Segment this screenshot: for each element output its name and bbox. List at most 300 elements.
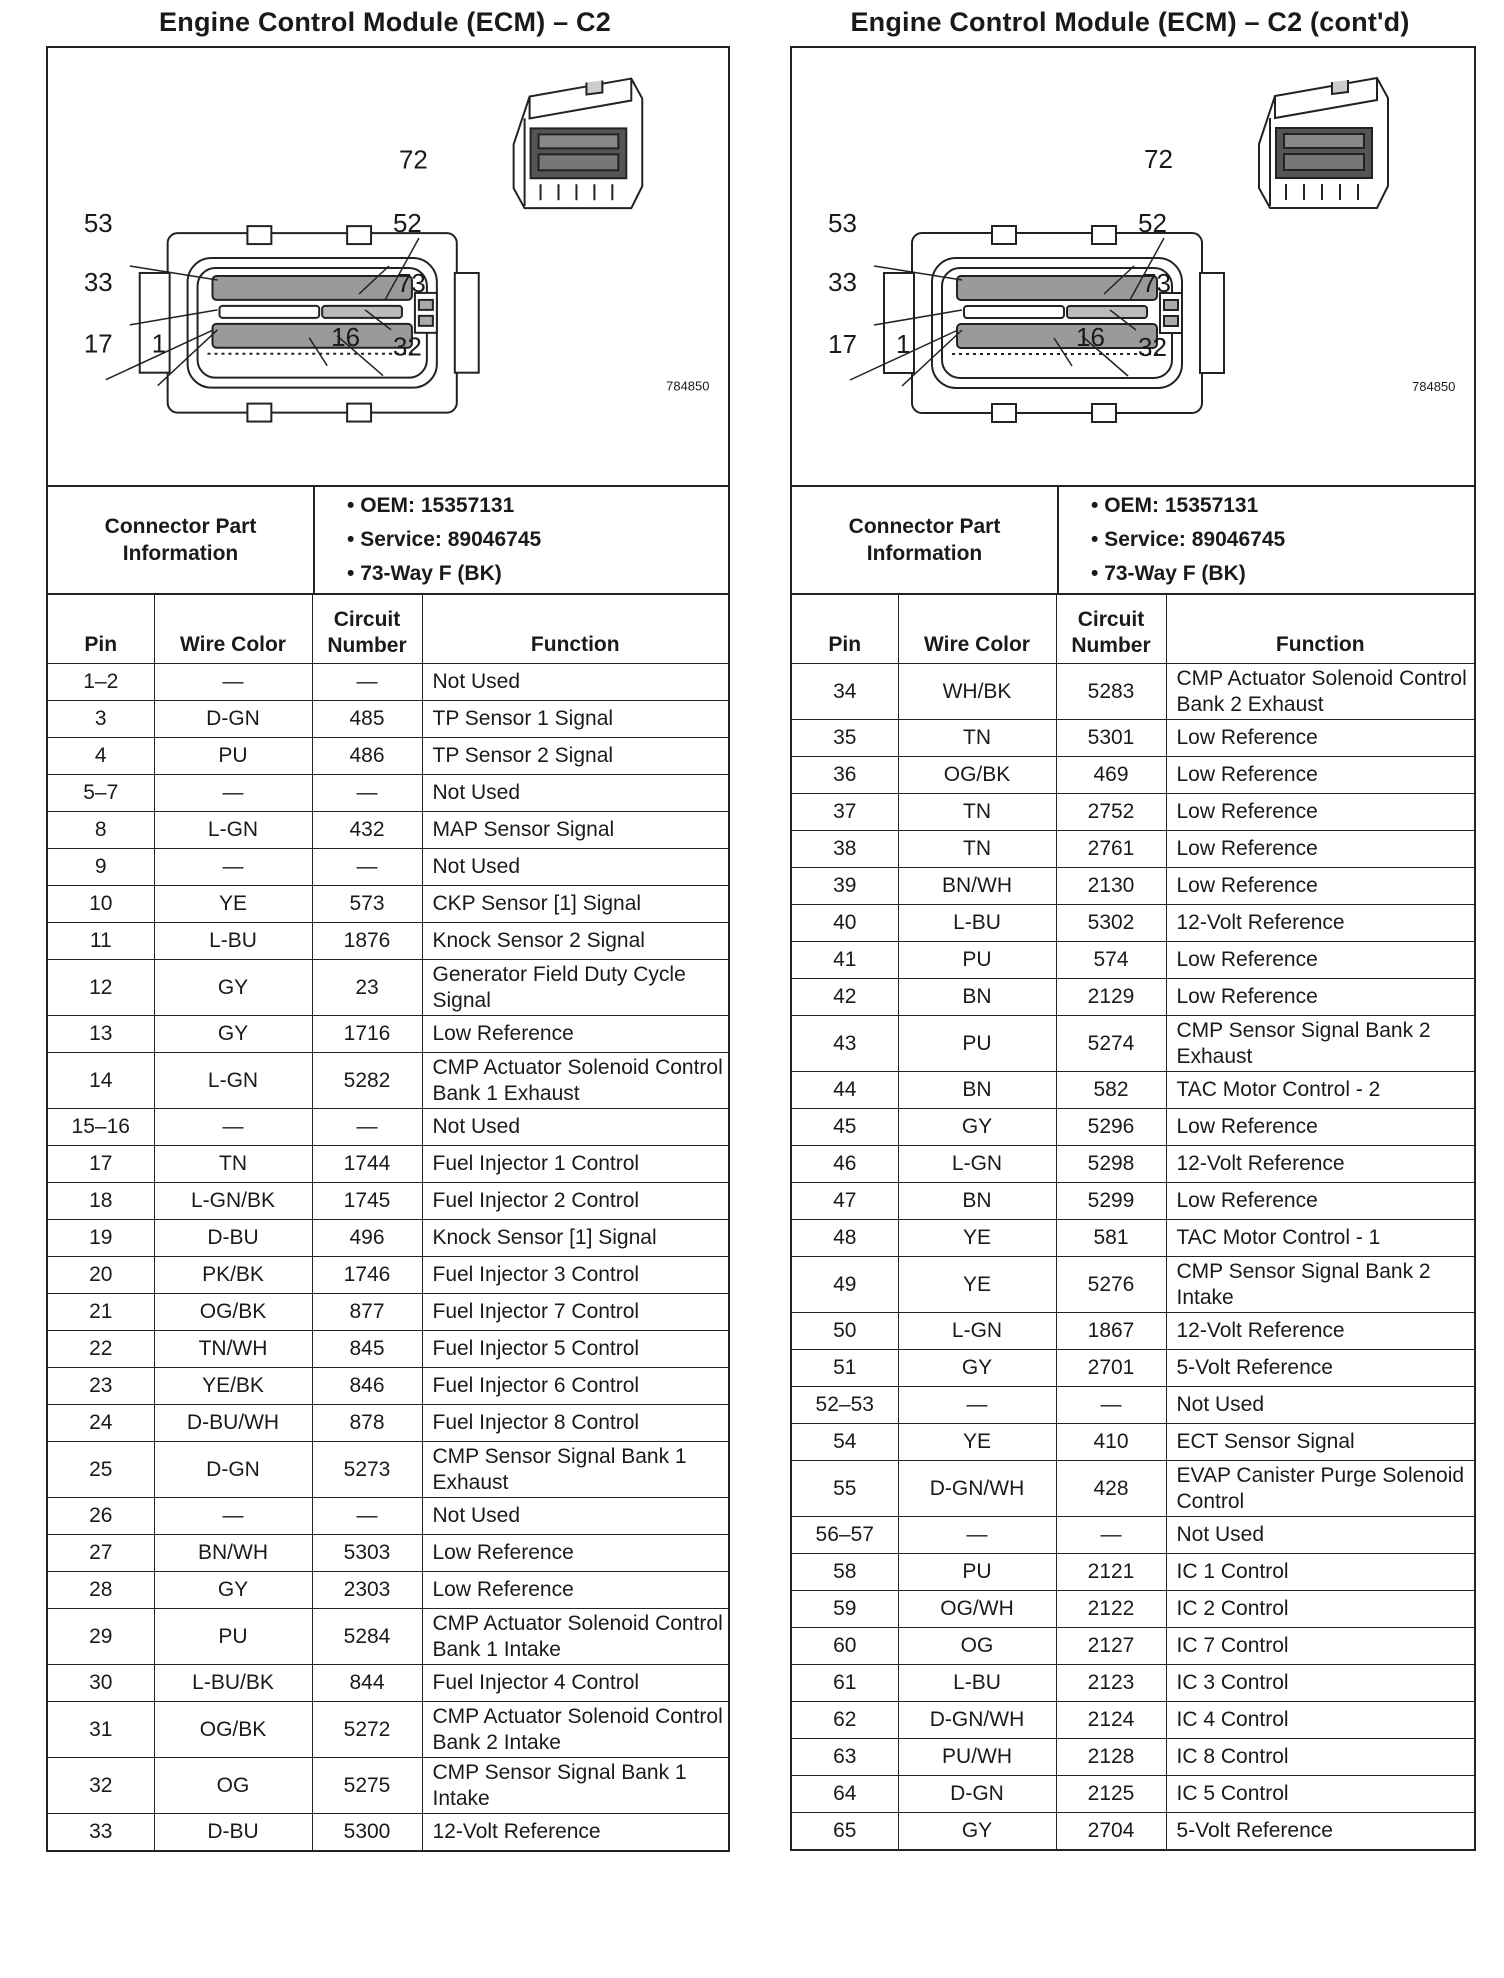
connector-info-label: Connector Part Information xyxy=(48,487,315,593)
pin-cell: 34 xyxy=(792,664,898,720)
function-cell: Not Used xyxy=(422,664,728,701)
table-row xyxy=(792,1109,1474,1146)
function-cell: 12-Volt Reference xyxy=(422,1814,728,1851)
pin-cell: 62 xyxy=(792,1702,898,1739)
circuit-number-cell: 2752 xyxy=(1056,794,1166,831)
table-row xyxy=(48,775,728,812)
table-row xyxy=(792,1813,1474,1850)
function-cell: Low Reference xyxy=(1166,757,1474,794)
function-cell: Not Used xyxy=(422,1109,728,1146)
function-cell: MAP Sensor Signal xyxy=(422,812,728,849)
wire-color-cell: — xyxy=(154,775,312,812)
pin-cell: 9 xyxy=(48,849,154,886)
callout-32: 32 xyxy=(392,333,422,362)
pin-cell: 38 xyxy=(792,831,898,868)
column-header-circuit-number: Circuit Number xyxy=(1056,595,1166,664)
circuit-number-cell: 486 xyxy=(312,738,422,775)
circuit-number-cell: 844 xyxy=(312,1665,422,1702)
pinout-table xyxy=(792,595,1474,1849)
table-row xyxy=(48,1368,728,1405)
wire-color-cell: BN/WH xyxy=(898,868,1056,905)
table-row xyxy=(792,1517,1474,1554)
pin-cell: 52–53 xyxy=(792,1387,898,1424)
circuit-number-cell: — xyxy=(312,1498,422,1535)
wire-color-cell: OG xyxy=(154,1758,312,1814)
wire-color-cell: D-GN xyxy=(154,701,312,738)
wire-color-cell: L-GN/BK xyxy=(154,1183,312,1220)
pin-cell: 35 xyxy=(792,720,898,757)
wire-color-cell: L-BU xyxy=(898,1665,1056,1702)
wire-color-cell: YE xyxy=(898,1424,1056,1461)
pinout-table xyxy=(48,595,728,1850)
circuit-number-cell: 582 xyxy=(1056,1072,1166,1109)
function-cell: Not Used xyxy=(422,775,728,812)
callout-53: 53 xyxy=(828,208,857,238)
circuit-number-cell: 5296 xyxy=(1056,1109,1166,1146)
callout-16: 16 xyxy=(331,323,360,352)
connector-type: • 73-Way F (BK) xyxy=(1091,557,1474,591)
connector-type: • 73-Way F (BK) xyxy=(347,557,728,591)
function-cell: Not Used xyxy=(422,849,728,886)
pin-cell: 26 xyxy=(48,1498,154,1535)
callout-73: 73 xyxy=(1142,268,1171,298)
pin-cell: 15–16 xyxy=(48,1109,154,1146)
figure-number: 784850 xyxy=(1412,379,1456,394)
function-cell: Fuel Injector 4 Control xyxy=(422,1665,728,1702)
table-row xyxy=(792,794,1474,831)
wire-color-cell: PU xyxy=(154,1609,312,1665)
circuit-number-cell: 2127 xyxy=(1056,1628,1166,1665)
circuit-number-cell: 878 xyxy=(312,1405,422,1442)
function-cell: Knock Sensor [1] Signal xyxy=(422,1220,728,1257)
circuit-number-cell: 846 xyxy=(312,1368,422,1405)
connector-info-label: Connector Part Information xyxy=(792,487,1059,593)
circuit-number-cell: 2701 xyxy=(1056,1350,1166,1387)
figure-number: 784850 xyxy=(666,378,710,394)
table-row xyxy=(48,1146,728,1183)
circuit-number-cell: 1716 xyxy=(312,1016,422,1053)
pin-cell: 29 xyxy=(48,1609,154,1665)
circuit-number-cell: 485 xyxy=(312,701,422,738)
table-row xyxy=(48,738,728,775)
wire-color-cell: D-GN xyxy=(898,1776,1056,1813)
callout-33: 33 xyxy=(828,267,857,297)
wire-color-cell: L-BU xyxy=(154,923,312,960)
circuit-number-cell: 23 xyxy=(312,960,422,1016)
pin-cell: 31 xyxy=(48,1702,154,1758)
circuit-number-cell: 2128 xyxy=(1056,1739,1166,1776)
table-row xyxy=(48,1535,728,1572)
column-header-wire-color: Wire Color xyxy=(154,595,312,664)
table-row xyxy=(792,1016,1474,1072)
function-cell: IC 1 Control xyxy=(1166,1554,1474,1591)
circuit-number-cell: — xyxy=(312,664,422,701)
table-row xyxy=(792,1702,1474,1739)
circuit-number-cell: 573 xyxy=(312,886,422,923)
circuit-number-cell: 1876 xyxy=(312,923,422,960)
circuit-number-cell: 496 xyxy=(312,1220,422,1257)
callout-33: 33 xyxy=(83,268,113,297)
pin-cell: 33 xyxy=(48,1814,154,1851)
column-header-function: Function xyxy=(422,595,728,664)
wire-color-cell: OG/BK xyxy=(154,1702,312,1758)
pin-cell: 48 xyxy=(792,1220,898,1257)
connector-info xyxy=(792,487,1474,595)
circuit-number-cell: 2123 xyxy=(1056,1665,1166,1702)
function-cell: IC 5 Control xyxy=(1166,1776,1474,1813)
circuit-number-cell: 410 xyxy=(1056,1424,1166,1461)
function-cell: CMP Actuator Solenoid Control Bank 1 Intake xyxy=(422,1609,728,1665)
wire-color-cell: OG/BK xyxy=(154,1294,312,1331)
circuit-number-cell: 2124 xyxy=(1056,1702,1166,1739)
callout-1: 1 xyxy=(151,330,167,359)
table-row xyxy=(792,1424,1474,1461)
table-row xyxy=(48,1572,728,1609)
pin-cell: 4 xyxy=(48,738,154,775)
wire-color-cell: BN/WH xyxy=(154,1535,312,1572)
wire-color-cell: YE xyxy=(898,1220,1056,1257)
table-row xyxy=(48,923,728,960)
circuit-number-cell: — xyxy=(312,849,422,886)
wire-color-cell: TN xyxy=(898,831,1056,868)
pin-cell: 19 xyxy=(48,1220,154,1257)
table-row xyxy=(48,1294,728,1331)
wire-color-cell: — xyxy=(154,849,312,886)
table-row xyxy=(48,849,728,886)
connector-frame xyxy=(46,46,730,1852)
circuit-number-cell: 574 xyxy=(1056,942,1166,979)
wire-color-cell: PU xyxy=(898,1016,1056,1072)
circuit-number-cell: 5272 xyxy=(312,1702,422,1758)
wire-color-cell: — xyxy=(898,1517,1056,1554)
function-cell: Fuel Injector 1 Control xyxy=(422,1146,728,1183)
oem-part-number: • OEM: 15357131 xyxy=(347,489,728,523)
circuit-number-cell: 2130 xyxy=(1056,868,1166,905)
circuit-number-cell: — xyxy=(1056,1517,1166,1554)
circuit-number-cell: 5284 xyxy=(312,1609,422,1665)
circuit-number-cell: 432 xyxy=(312,812,422,849)
pin-cell: 18 xyxy=(48,1183,154,1220)
wire-color-cell: PK/BK xyxy=(154,1257,312,1294)
function-cell: Generator Field Duty Cycle Signal xyxy=(422,960,728,1016)
wire-color-cell: D-GN/WH xyxy=(898,1702,1056,1739)
circuit-number-cell: 2303 xyxy=(312,1572,422,1609)
wire-color-cell: — xyxy=(154,664,312,701)
wire-color-cell: OG xyxy=(898,1628,1056,1665)
pin-cell: 5–7 xyxy=(48,775,154,812)
table-row xyxy=(48,1331,728,1368)
wire-color-cell: L-BU/BK xyxy=(154,1665,312,1702)
table-row xyxy=(48,1016,728,1053)
pin-cell: 17 xyxy=(48,1146,154,1183)
pin-cell: 21 xyxy=(48,1294,154,1331)
circuit-number-cell: 2125 xyxy=(1056,1776,1166,1813)
column-header-wire-color: Wire Color xyxy=(898,595,1056,664)
function-cell: CMP Sensor Signal Bank 2 Intake xyxy=(1166,1257,1474,1313)
callout-53: 53 xyxy=(83,210,113,239)
circuit-number-cell: 5274 xyxy=(1056,1016,1166,1072)
wire-color-cell: D-GN xyxy=(154,1442,312,1498)
wire-color-cell: GY xyxy=(154,960,312,1016)
pin-cell: 64 xyxy=(792,1776,898,1813)
wire-color-cell: YE xyxy=(154,886,312,923)
function-cell: Fuel Injector 5 Control xyxy=(422,1331,728,1368)
table-row xyxy=(48,960,728,1016)
callout-17: 17 xyxy=(83,330,113,359)
connector-info xyxy=(48,487,728,595)
function-cell: Low Reference xyxy=(1166,794,1474,831)
pin-cell: 24 xyxy=(48,1405,154,1442)
circuit-number-cell: 1867 xyxy=(1056,1313,1166,1350)
function-cell: CMP Sensor Signal Bank 1 Exhaust xyxy=(422,1442,728,1498)
connector-info-list xyxy=(1059,487,1474,593)
table-row xyxy=(48,1257,728,1294)
table-row xyxy=(792,757,1474,794)
wire-color-cell: PU xyxy=(898,942,1056,979)
pin-cell: 12 xyxy=(48,960,154,1016)
wire-color-cell: — xyxy=(154,1498,312,1535)
table-row xyxy=(48,1053,728,1109)
pin-cell: 55 xyxy=(792,1461,898,1517)
function-cell: IC 3 Control xyxy=(1166,1665,1474,1702)
pin-cell: 11 xyxy=(48,923,154,960)
pin-cell: 10 xyxy=(48,886,154,923)
wire-color-cell: BN xyxy=(898,1072,1056,1109)
circuit-number-cell: 581 xyxy=(1056,1220,1166,1257)
function-cell: TP Sensor 2 Signal xyxy=(422,738,728,775)
wire-color-cell: L-GN xyxy=(154,1053,312,1109)
function-cell: 5-Volt Reference xyxy=(1166,1350,1474,1387)
table-row xyxy=(792,905,1474,942)
function-cell: CMP Actuator Solenoid Control Bank 1 Exhaust xyxy=(422,1053,728,1109)
circuit-number-cell: 428 xyxy=(1056,1461,1166,1517)
table-row xyxy=(792,1350,1474,1387)
circuit-number-cell: 5300 xyxy=(312,1814,422,1851)
table-row xyxy=(792,1072,1474,1109)
function-cell: Fuel Injector 2 Control xyxy=(422,1183,728,1220)
circuit-number-cell: 5299 xyxy=(1056,1183,1166,1220)
circuit-number-cell: 2121 xyxy=(1056,1554,1166,1591)
circuit-number-cell: 5283 xyxy=(1056,664,1166,720)
function-cell: Low Reference xyxy=(1166,979,1474,1016)
callout-52: 52 xyxy=(1138,208,1167,238)
table-row xyxy=(792,1387,1474,1424)
column-header-function: Function xyxy=(1166,595,1474,664)
wire-color-cell: TN xyxy=(154,1146,312,1183)
function-cell: Fuel Injector 3 Control xyxy=(422,1257,728,1294)
table-row xyxy=(792,868,1474,905)
connector-face-illustration xyxy=(884,226,1224,422)
table-row xyxy=(48,1814,728,1851)
callout-72: 72 xyxy=(1144,144,1173,174)
column-header-circuit-number: Circuit Number xyxy=(312,595,422,664)
diagram-area xyxy=(48,48,728,487)
wire-color-cell: L-GN xyxy=(154,812,312,849)
right-panel xyxy=(784,0,1476,1842)
wire-color-cell: PU xyxy=(154,738,312,775)
circuit-number-cell: 2129 xyxy=(1056,979,1166,1016)
connector-info-list xyxy=(315,487,728,593)
callout-73: 73 xyxy=(396,269,426,298)
function-cell: Knock Sensor 2 Signal xyxy=(422,923,728,960)
table-row xyxy=(792,1628,1474,1665)
wire-color-cell: WH/BK xyxy=(898,664,1056,720)
circuit-number-cell: — xyxy=(1056,1387,1166,1424)
connector-diagram xyxy=(792,48,1474,485)
function-cell: IC 2 Control xyxy=(1166,1591,1474,1628)
table-row xyxy=(48,1665,728,1702)
wire-color-cell: BN xyxy=(898,979,1056,1016)
function-cell: CMP Sensor Signal Bank 1 Intake xyxy=(422,1758,728,1814)
column-header-pin: Pin xyxy=(792,595,898,664)
table-row xyxy=(792,1146,1474,1183)
function-cell: TAC Motor Control - 2 xyxy=(1166,1072,1474,1109)
wire-color-cell: YE/BK xyxy=(154,1368,312,1405)
function-cell: Low Reference xyxy=(422,1572,728,1609)
table-row xyxy=(792,1776,1474,1813)
pin-cell: 28 xyxy=(48,1572,154,1609)
pin-cell: 65 xyxy=(792,1813,898,1850)
table-row xyxy=(792,1257,1474,1313)
wire-color-cell: YE xyxy=(898,1257,1056,1313)
pin-cell: 63 xyxy=(792,1739,898,1776)
table-row xyxy=(792,1461,1474,1517)
function-cell: EVAP Canister Purge Solenoid Control xyxy=(1166,1461,1474,1517)
circuit-number-cell: 1746 xyxy=(312,1257,422,1294)
function-cell: Low Reference xyxy=(422,1535,728,1572)
callout-1: 1 xyxy=(896,329,911,359)
pin-cell: 22 xyxy=(48,1331,154,1368)
wire-color-cell: OG/WH xyxy=(898,1591,1056,1628)
circuit-number-cell: 5273 xyxy=(312,1442,422,1498)
pin-cell: 56–57 xyxy=(792,1517,898,1554)
table-row xyxy=(792,1554,1474,1591)
callout-17: 17 xyxy=(828,329,857,359)
service-part-number: • Service: 89046745 xyxy=(1091,523,1474,557)
pin-cell: 42 xyxy=(792,979,898,1016)
function-cell: 12-Volt Reference xyxy=(1166,905,1474,942)
connector-face-illustration xyxy=(140,226,479,421)
table-row xyxy=(48,664,728,701)
pin-cell: 61 xyxy=(792,1665,898,1702)
connector-frame xyxy=(790,46,1476,1851)
table-row xyxy=(792,1220,1474,1257)
pin-cell: 25 xyxy=(48,1442,154,1498)
connector-perspective-illustration xyxy=(514,79,643,209)
pin-cell: 3 xyxy=(48,701,154,738)
wire-color-cell: L-BU xyxy=(898,905,1056,942)
pin-cell: 59 xyxy=(792,1591,898,1628)
pin-cell: 45 xyxy=(792,1109,898,1146)
pin-cell: 30 xyxy=(48,1665,154,1702)
wire-color-cell: — xyxy=(898,1387,1056,1424)
table-row xyxy=(792,664,1474,720)
wire-color-cell: D-BU xyxy=(154,1220,312,1257)
pin-cell: 47 xyxy=(792,1183,898,1220)
function-cell: TP Sensor 1 Signal xyxy=(422,701,728,738)
table-row xyxy=(792,831,1474,868)
function-cell: Low Reference xyxy=(422,1016,728,1053)
function-cell: Fuel Injector 6 Control xyxy=(422,1368,728,1405)
function-cell: 5-Volt Reference xyxy=(1166,1813,1474,1850)
table-row xyxy=(792,720,1474,757)
function-cell: IC 8 Control xyxy=(1166,1739,1474,1776)
function-cell: CKP Sensor [1] Signal xyxy=(422,886,728,923)
table-row xyxy=(48,1702,728,1758)
function-cell: ECT Sensor Signal xyxy=(1166,1424,1474,1461)
circuit-number-cell: 5303 xyxy=(312,1535,422,1572)
function-cell: Not Used xyxy=(1166,1517,1474,1554)
wire-color-cell: PU/WH xyxy=(898,1739,1056,1776)
pin-cell: 13 xyxy=(48,1016,154,1053)
callout-16: 16 xyxy=(1076,322,1105,352)
circuit-number-cell: 845 xyxy=(312,1331,422,1368)
function-cell: Low Reference xyxy=(1166,720,1474,757)
wire-color-cell: D-GN/WH xyxy=(898,1461,1056,1517)
table-row xyxy=(48,1220,728,1257)
circuit-number-cell: 2122 xyxy=(1056,1591,1166,1628)
table-row xyxy=(792,942,1474,979)
oem-part-number: • OEM: 15357131 xyxy=(1091,489,1474,523)
pin-cell: 39 xyxy=(792,868,898,905)
wire-color-cell: L-GN xyxy=(898,1313,1056,1350)
wire-color-cell: L-GN xyxy=(898,1146,1056,1183)
connector-perspective-illustration xyxy=(1259,78,1388,208)
table-row xyxy=(792,1313,1474,1350)
wire-color-cell: D-BU xyxy=(154,1814,312,1851)
wire-color-cell: GY xyxy=(154,1572,312,1609)
service-part-number: • Service: 89046745 xyxy=(347,523,728,557)
wire-color-cell: GY xyxy=(898,1350,1056,1387)
function-cell: CMP Sensor Signal Bank 2 Exhaust xyxy=(1166,1016,1474,1072)
pin-cell: 8 xyxy=(48,812,154,849)
column-header-pin: Pin xyxy=(48,595,154,664)
circuit-number-cell: 5298 xyxy=(1056,1146,1166,1183)
pin-cell: 14 xyxy=(48,1053,154,1109)
pin-cell: 41 xyxy=(792,942,898,979)
table-row xyxy=(792,1665,1474,1702)
circuit-number-cell: 2704 xyxy=(1056,1813,1166,1850)
circuit-number-cell: 877 xyxy=(312,1294,422,1331)
circuit-number-cell: 1745 xyxy=(312,1183,422,1220)
pin-cell: 50 xyxy=(792,1313,898,1350)
table-row xyxy=(48,1442,728,1498)
function-cell: Low Reference xyxy=(1166,1109,1474,1146)
circuit-number-cell: 5275 xyxy=(312,1758,422,1814)
function-cell: Low Reference xyxy=(1166,868,1474,905)
pin-cell: 37 xyxy=(792,794,898,831)
pin-cell: 32 xyxy=(48,1758,154,1814)
pin-cell: 46 xyxy=(792,1146,898,1183)
pin-cell: 40 xyxy=(792,905,898,942)
table-row xyxy=(48,886,728,923)
callout-32: 32 xyxy=(1138,332,1167,362)
pin-cell: 51 xyxy=(792,1350,898,1387)
callout-52: 52 xyxy=(392,210,422,239)
wire-color-cell: GY xyxy=(898,1109,1056,1146)
table-row xyxy=(48,1498,728,1535)
pin-cell: 27 xyxy=(48,1535,154,1572)
panel-title: Engine Control Module (ECM) – C2 (cont'd) xyxy=(850,6,1410,37)
pin-cell: 58 xyxy=(792,1554,898,1591)
table-row xyxy=(48,1109,728,1146)
pin-cell: 20 xyxy=(48,1257,154,1294)
pin-cell: 60 xyxy=(792,1628,898,1665)
function-cell: Not Used xyxy=(1166,1387,1474,1424)
function-cell: 12-Volt Reference xyxy=(1166,1146,1474,1183)
table-row xyxy=(48,1183,728,1220)
wire-color-cell: TN xyxy=(898,720,1056,757)
